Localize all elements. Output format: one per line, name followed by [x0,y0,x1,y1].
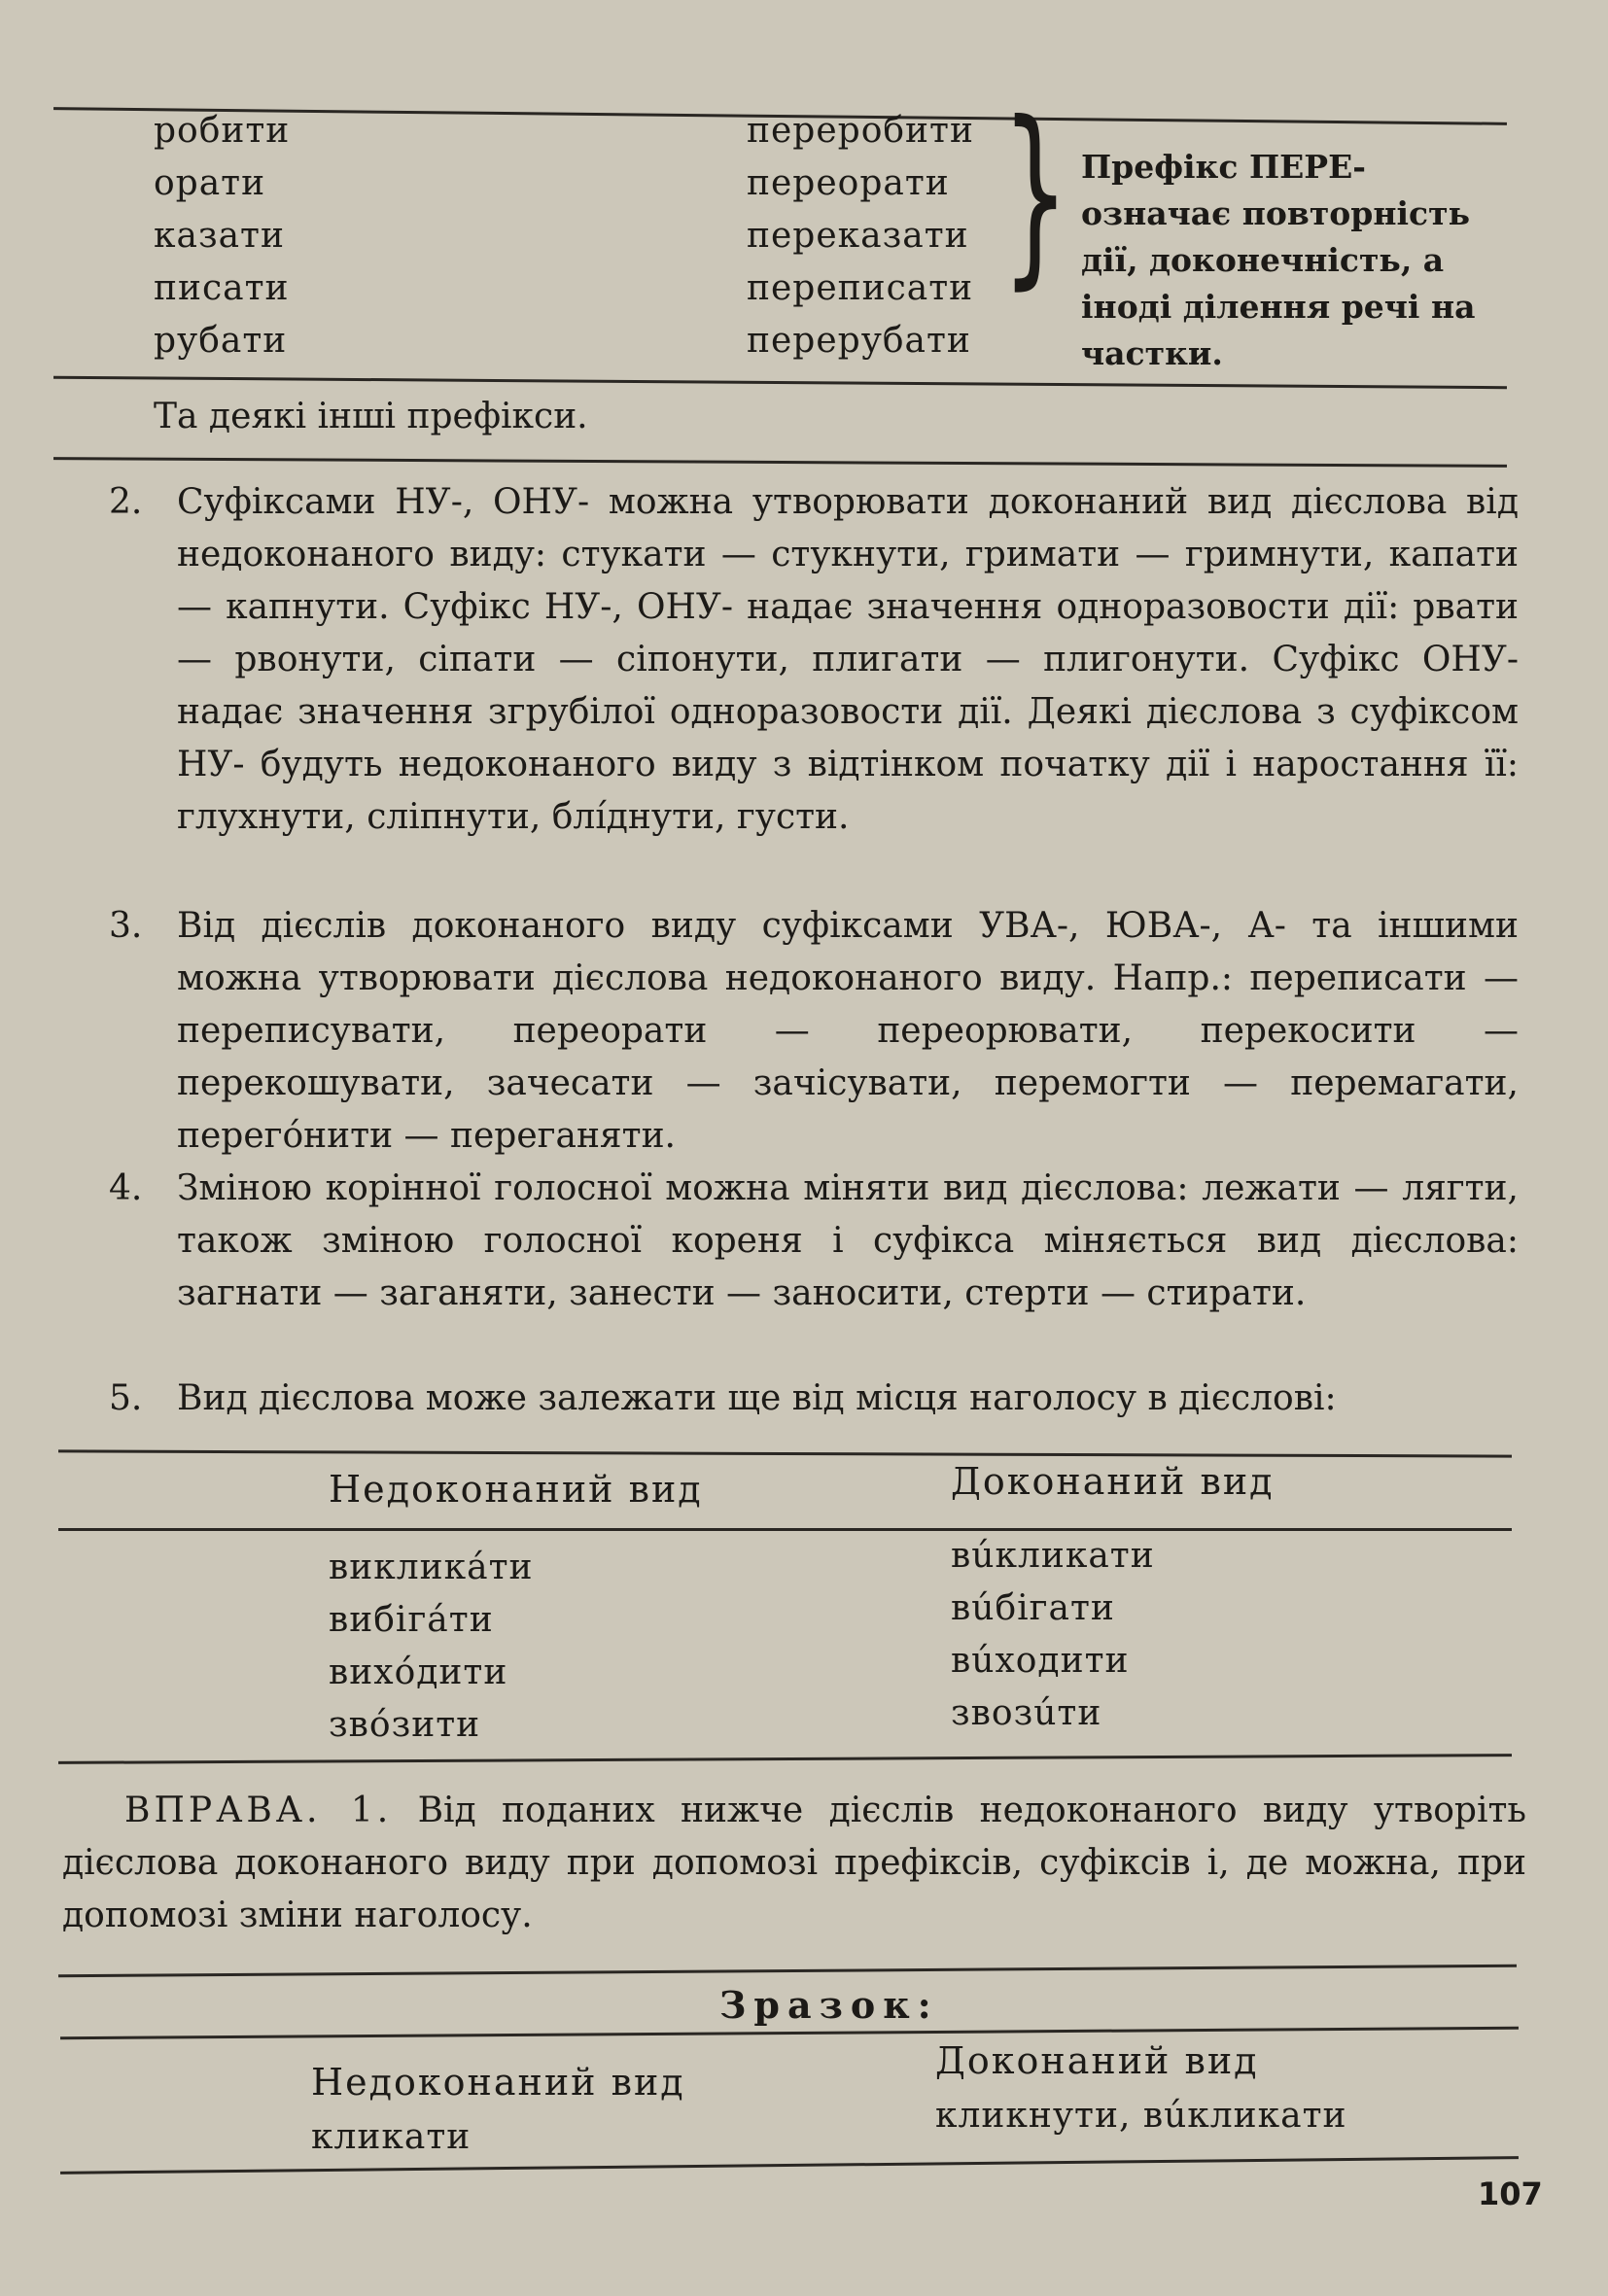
sample-imperfective-example: кликати [311,2117,472,2157]
rule-sample-bottom [60,2156,1519,2174]
prefixed-verb: переробити [747,111,974,151]
aspect-head-perfective: Доконаний вид [951,1460,1275,1503]
curly-brace-icon: } [1001,81,1069,307]
imperfective-verb: звóзити [329,1705,481,1745]
prefixed-verb: переказати [747,216,969,256]
perfective-verb: вúбігати [951,1588,1115,1628]
rule-item-5 [109,1373,1519,1425]
rule-prefix-bottom [53,376,1507,389]
sample-head-imperfective: Недоконаний вид [311,2061,685,2104]
aspect-perfective-column [951,1530,1359,1740]
rule-item-3 [109,900,1519,1163]
base-verbs-column [154,105,523,367]
prefixed-verb: переписати [747,268,974,308]
rule-prefix-footer [53,457,1507,468]
perfective-verb: вúкликати [951,1536,1155,1576]
item-number: 5. [109,1378,143,1418]
aspect-imperfective-column [329,1542,737,1752]
exercise-block [62,1785,1526,1942]
item-text: Від дієслів доконаного виду суфіксами УВА-, ЮВА-, А- та іншими можна утворювати дієслова недоконаного виду. Напр.: переписати — переписувати, переорати — переорювати, перекосити — перекошувати, зачесати — зачісувати, перемогти — перемагати, перегóнити — переганяти. [177,906,1519,1156]
rule-aspect-bottom [58,1754,1512,1764]
imperfective-verb: вибігáти [329,1600,494,1640]
sample-heading: Зразок: [719,1983,939,2027]
rule-exercise-bottom [58,1965,1517,1977]
aspect-head-imperfective: Недоконаний вид [329,1468,703,1511]
base-verb: писати [154,268,290,308]
sample-head-perfective: Доконаний вид [935,2039,1259,2082]
sample-perfective-example: кликнути, вúкликати [935,2096,1347,2136]
prefixed-verb: переорати [747,163,950,203]
rule-sample-head [60,2027,1519,2039]
item-text: Зміною корінної голосної можна міняти вид дієслова: лежати — лягти, також зміною голосної кореня і суфікса міняється вид дієслова: загнати — заганяти, занести — заносити, стерти — стирати. [177,1168,1519,1313]
imperfective-verb: викликáти [329,1548,534,1587]
item-number: 2. [109,482,143,522]
rule-item-4 [109,1163,1519,1320]
exercise-text: Від поданих нижче дієслів недоконаного виду утворіть дієслова доконаного виду при допомозі префіксів, суфіксів і, де можна, при допомозі зміни наголосу. [62,1791,1526,1935]
base-verb: орати [154,163,266,203]
item-number: 4. [109,1168,143,1208]
imperfective-verb: вихóдити [329,1652,508,1692]
item-text: Суфіксами НУ-, ОНУ- можна утворювати доконаний вид дієслова від недоконаного виду: стукати — стукнути, гримати — гримнути, капати — капнути. Суфікс НУ-, ОНУ- надає значення одноразовости дії: рвати — рвонути, сіпати — сіпонути, плигати — плигонути. Суфікс ОНУ- надає значення згрубілої одноразовости дії. Деякі дієслова з суфіксом НУ- будуть недоконаного виду з відтінком початку дії і наростання її: глухнути, сліпнути, блíднути, густи. [177,482,1519,837]
perfective-verb: вúходити [951,1641,1130,1681]
prefixed-verb: перерубати [747,321,971,361]
exercise-label: ВПРАВА. 1. [124,1791,393,1830]
perfective-verb: звозúти [951,1693,1102,1733]
rule-aspect-top [58,1449,1512,1457]
base-verb: рубати [154,321,288,361]
prefix-note: Префікс ПЕРЕ- означає повторність дії, доконечність, а іноді ділення речі на частки. [1081,148,1476,372]
item-number: 3. [109,906,143,946]
prefixed-verbs-column [747,105,1038,367]
rule-item-2 [109,476,1519,844]
base-verb: робити [154,111,291,151]
page-number: 107 [1478,2175,1543,2212]
item-text: Вид дієслова може залежати ще від місця наголосу в дієслові: [177,1378,1337,1418]
prefix-footer: Та деякі інші префікси. [154,397,588,436]
base-verb: казати [154,216,285,256]
